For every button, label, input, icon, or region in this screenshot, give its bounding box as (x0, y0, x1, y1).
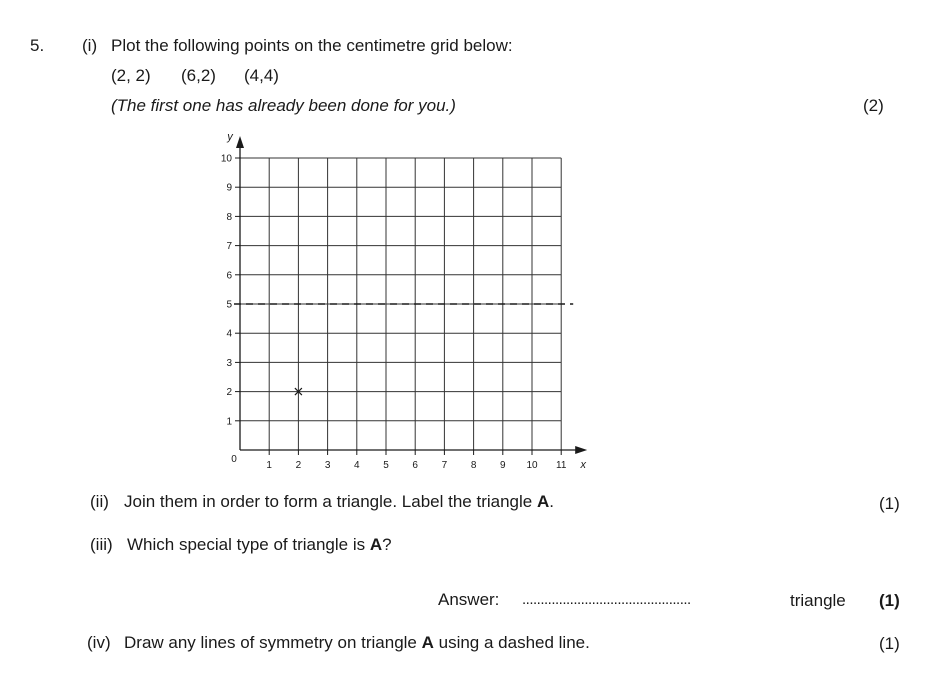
part-iii-text (127, 535, 392, 555)
part-iv-text-after: using a dashed line. (433, 633, 590, 652)
triangle-label-a: A (369, 535, 383, 554)
x-tick-label: 2 (295, 460, 302, 471)
part-iii-marks: (1) (879, 591, 900, 610)
triangle-label-a: A (536, 492, 550, 511)
x-tick-label: 11 (556, 460, 567, 471)
x-tick-label: 4 (354, 460, 360, 471)
answer-line[interactable]: .............................................. (522, 591, 691, 608)
y-tick-label: 8 (226, 211, 232, 223)
x-axis-arrow-icon (575, 446, 587, 454)
x-tick-label: 3 (324, 460, 331, 471)
part-ii-text-after: . (549, 492, 554, 511)
x-tick-label: 7 (441, 460, 448, 471)
x-tick-label: 9 (500, 460, 506, 471)
y-tick-label: 6 (226, 270, 232, 282)
y-tick-label: 7 (226, 241, 232, 253)
part-ii-label: (ii) (90, 492, 109, 511)
triangle-label-a: A (421, 633, 434, 652)
part-iii-label: (iii) (90, 535, 113, 554)
part-i-label: (i) (82, 36, 98, 55)
part-ii-text-before: Join them in order to form a triangle. Label the triangle (124, 492, 537, 511)
part-i-marks: (2) (863, 96, 884, 115)
answer-label: Answer: (438, 590, 500, 609)
part-ii-marks: (1) (879, 494, 900, 513)
y-tick-label: 3 (226, 357, 232, 369)
origin-label: 0 (231, 454, 237, 465)
point-1: (2, 2) (111, 66, 151, 85)
y-tick-label: 10 (220, 153, 232, 165)
part-ii-text (124, 492, 554, 512)
x-tick-label: 10 (526, 460, 538, 471)
y-axis-label: y (227, 131, 233, 143)
x-axis-label: x (580, 459, 586, 471)
part-iv-label: (iv) (87, 633, 111, 652)
x-tick-label: 6 (412, 460, 418, 471)
y-axis-arrow-icon (236, 136, 244, 148)
y-tick-label: 1 (226, 416, 232, 428)
part-iii-text-before: Which special type of triangle is (127, 535, 370, 554)
point-2: (6,2) (181, 66, 216, 85)
part-iv-marks: (1) (879, 634, 900, 653)
part-iv-text (124, 633, 590, 653)
question-number: 5. (30, 36, 45, 55)
answer-suffix: triangle (790, 591, 846, 610)
part-iv-text-before: Draw any lines of symmetry on triangle (124, 633, 422, 652)
x-tick-label: 8 (470, 460, 477, 471)
y-tick-label: 2 (226, 387, 232, 399)
part-i-note: (The first one has already been done for you.) (111, 96, 456, 115)
x-tick-label: 5 (383, 460, 389, 471)
point-3: (4,4) (244, 66, 279, 85)
part-iii-text-after: ? (382, 535, 392, 554)
y-tick-label: 4 (226, 328, 232, 340)
x-tick-label: 1 (266, 460, 272, 471)
part-i-text: Plot the following points on the centimetre grid below: (111, 36, 513, 55)
y-tick-label: 5 (226, 299, 232, 311)
y-tick-label: 9 (226, 182, 232, 194)
